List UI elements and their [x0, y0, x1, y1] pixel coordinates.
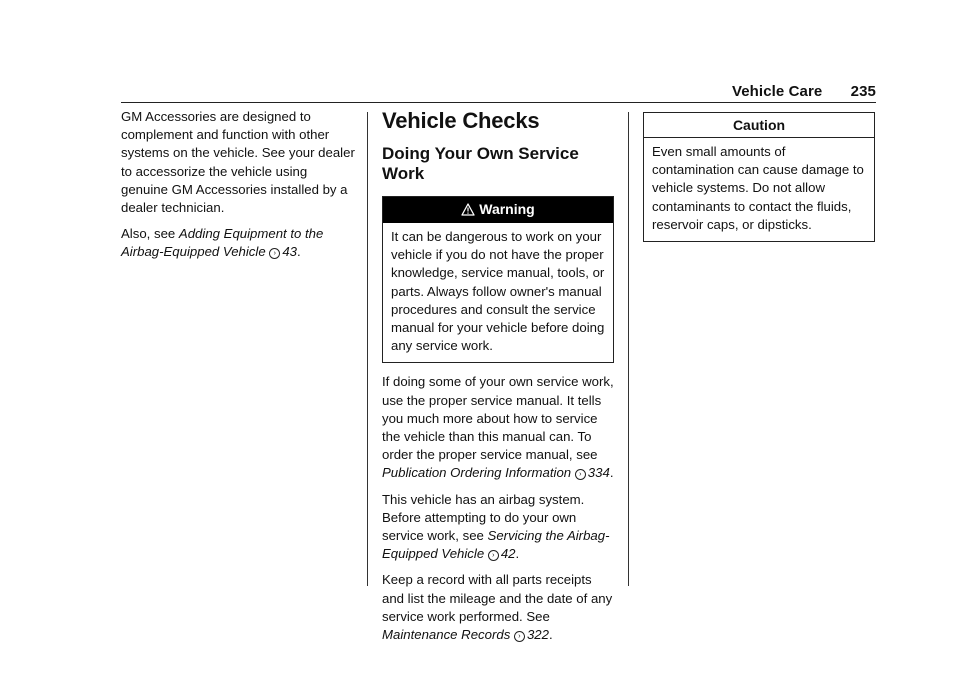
- warning-triangle-icon: [461, 202, 475, 220]
- xref-servicing-airbag[interactable]: Servicing the Airbag-Equipped Vehicle › 42: [382, 528, 610, 562]
- xref-publication-ordering[interactable]: Publication Ordering Information › 334: [382, 465, 610, 481]
- header-rule: [121, 102, 876, 103]
- page-ref-arrow-icon: ›: [514, 631, 525, 642]
- column-divider-2: [628, 112, 629, 586]
- column-1: [121, 108, 357, 270]
- section-title: Vehicle Care: [731, 83, 823, 100]
- page-ref-arrow-icon: ›: [269, 248, 280, 259]
- airbag-paragraph: This vehicle has an airbag system. Before attempting to do your own service work, see Servicing the Airbag-Equipped Vehicle › 42.: [382, 491, 610, 562]
- section-heading: Vehicle Checks: [382, 108, 540, 133]
- page-header: [732, 83, 876, 100]
- warning-label: Warning: [479, 201, 535, 217]
- page-ref-arrow-icon: ›: [575, 469, 586, 480]
- caution-box: [643, 112, 875, 242]
- column-divider-1: [367, 112, 368, 586]
- accessories-paragraph: GM Accessories are designed to complement and function with other systems on the vehicle. See your dealer to accessorize the vehicle using genuine GM Accessories installed by a dealer technician.: [121, 109, 355, 216]
- page-number: 235: [850, 83, 876, 100]
- xref-maintenance-records[interactable]: Maintenance Records › 322: [382, 627, 549, 643]
- subsection-heading: Doing Your Own Service Work: [382, 144, 579, 183]
- warning-header: [383, 197, 613, 223]
- page-ref-arrow-icon: ›: [488, 550, 499, 561]
- caution-header: Caution: [644, 113, 874, 138]
- warning-box: [382, 196, 614, 363]
- xref-adding-equipment[interactable]: Adding Equipment to the Airbag-Equipped Vehicle › 43: [121, 226, 324, 260]
- also-see-paragraph: Also, see Adding Equipment to the Airbag-Equipped Vehicle › 43.: [121, 226, 324, 260]
- column-2: [382, 108, 614, 652]
- caution-body: Even small amounts of contamination can cause damage to vehicle systems. Do not allow contaminants to contact the fluids, reservoir caps, or dipsticks.: [652, 144, 864, 232]
- service-manual-paragraph: If doing some of your own service work, use the proper service manual. It tells you much more about how to service the vehicle than this manual can. To order the proper service manual, see Publication Ordering Information › 334.: [382, 374, 614, 481]
- warning-body: It can be dangerous to work on your vehicle if you do not have the proper knowledge, service manual, tools, or parts. Always follow owner's manual procedures and consult the service manual for your vehicle before doing any service work.: [391, 229, 605, 354]
- records-paragraph: Keep a record with all parts receipts and list the mileage and the date of any service work performed. See Maintenance Records › 322.: [382, 572, 613, 643]
- column-3: [643, 112, 875, 252]
